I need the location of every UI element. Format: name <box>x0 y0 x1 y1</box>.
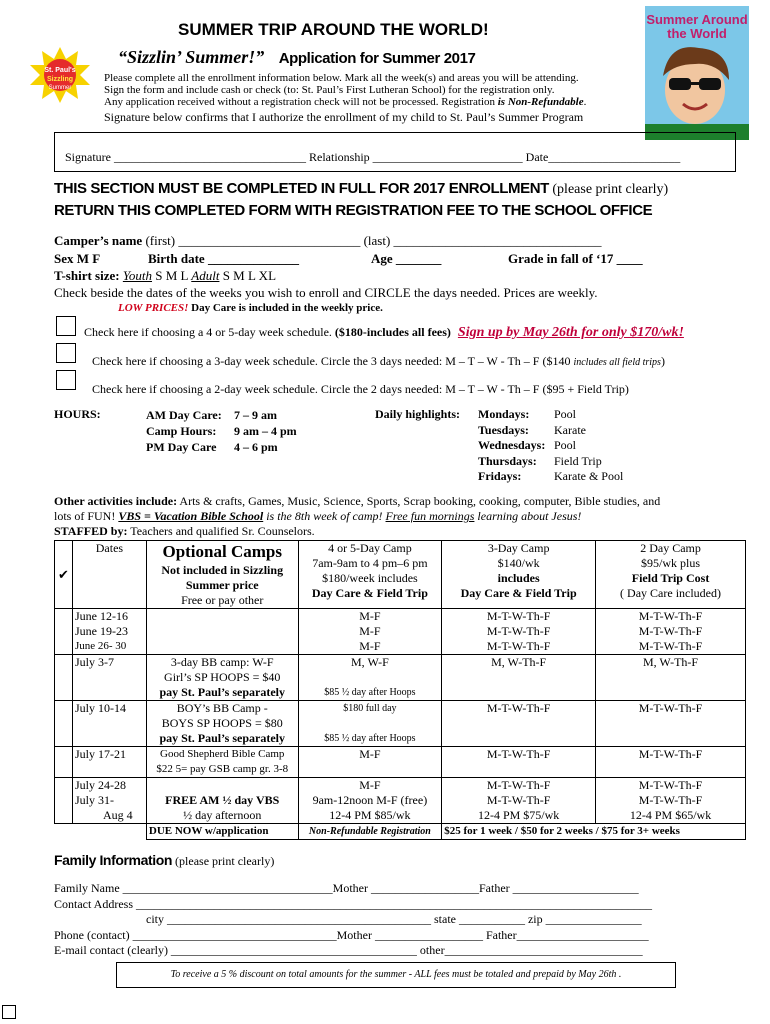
table-row-july10 <box>55 701 746 747</box>
days-text: M-T-W-Th-F <box>638 624 703 638</box>
daycare-note: Day Care is included in the weekly price. <box>188 302 383 314</box>
dates-cell <box>72 609 146 655</box>
days-text: M-T-W-Th-F <box>638 778 703 792</box>
option-5day-price: ($180-includes all fees) <box>334 325 451 339</box>
c45-cell <box>298 701 442 747</box>
section-heading-2: RETURN THIS COMPLETED FORM WITH REGISTRATION FEE TO THE SCHOOL OFFICE <box>54 202 653 219</box>
signature-line[interactable]: Signature ________________________________ Relationship _________________________ Date______________________ <box>65 150 681 164</box>
camp-3day-header <box>442 541 596 609</box>
hours-name: PM Day Care <box>146 440 217 454</box>
dates-cell: July 10-14 <box>72 701 146 747</box>
days-text: M-T-W-Th-F <box>638 793 703 807</box>
highlight-day: Wednesdays: <box>478 438 546 452</box>
days-text: M-T-W-Th-F <box>638 609 703 623</box>
highlight-day: Thursdays: <box>478 453 537 468</box>
days-text: M-T-W-Th-F <box>486 793 551 807</box>
intro-text <box>104 72 644 108</box>
optional-camps-header <box>146 541 298 609</box>
tshirt-adult-sizes: S M L XL <box>219 268 277 283</box>
header-line: Day Care & Field Trip <box>460 586 577 600</box>
city-state-zip-line[interactable]: city ____________________________________________ state ___________ zip ________________ <box>146 912 642 926</box>
days-text: M-T-W-Th-F <box>486 609 551 623</box>
days-text: 12-4 PM $75/wk <box>477 808 560 822</box>
highlight-activity: Field Trip <box>554 453 602 468</box>
svg-text:Sizzling: Sizzling <box>46 76 74 83</box>
svg-text:Summer: Summer <box>48 85 72 91</box>
days-text: 12-4 PM $65/wk <box>629 808 712 822</box>
highlight-day: Mondays: <box>478 407 530 421</box>
intro-line-2: Sign the form and include cash or check (to: St. Paul’s First Lutheran School) for the registration only. <box>104 84 555 96</box>
page-title: SUMMER TRIP AROUND THE WORLD! <box>178 20 489 39</box>
svg-text:St. Paul's: St. Paul's <box>44 67 76 74</box>
hours-name: Camp Hours: <box>146 424 217 438</box>
family-heading: Family Information <box>54 852 173 868</box>
footer-blank <box>72 824 146 840</box>
c45-cell <box>298 655 442 701</box>
highlight-activity: Pool <box>554 407 577 421</box>
optional-cell <box>146 701 298 747</box>
phone-line[interactable]: Phone (contact) __________________________________Mother __________________ Father______________________ <box>54 927 649 942</box>
optional-camps-title: Optional Camps <box>162 542 282 561</box>
camp-45day-header <box>298 541 442 609</box>
header-line: ( Day Care included) <box>620 586 722 600</box>
section-heading-1-note: (please print clearly) <box>548 182 669 197</box>
subtitle <box>118 47 475 68</box>
optional-text: FREE AM ½ day VBS <box>165 793 280 807</box>
tshirt-adult: Adult <box>191 268 220 283</box>
days-text: 9am-12noon M-F (free) <box>312 793 428 807</box>
other-line2b: is the 8th week of camp! <box>263 509 386 523</box>
optional-text: $22 5= pay GSB camp gr. 3-8 <box>156 763 289 775</box>
hours-label: HOURS: <box>54 407 101 421</box>
hours-name: AM Day Care: <box>146 408 222 422</box>
table-row-july3 <box>55 655 746 701</box>
optional-text: Good Shepherd Bible Camp <box>160 748 285 760</box>
dates-header: Dates <box>72 541 146 609</box>
date-text: July 24-28 <box>74 778 126 792</box>
camper-name-blanks: (first) ____________________________ (last) ________________________________ <box>142 233 602 248</box>
camper-name-label: Camper’s name <box>54 233 143 248</box>
subtitle-quote: “Sizzlin’ Summer!” <box>118 47 265 67</box>
table-row-july17 <box>55 747 746 778</box>
check-instructions: Check beside the dates of the weeks you wish to enroll and CIRCLE the days needed. Prices are weekly. <box>54 285 598 300</box>
svg-text:Summer Around: Summer Around <box>646 12 748 27</box>
date-text: June 19-23 <box>74 624 128 638</box>
table-row-july24 <box>55 778 746 824</box>
days-text: M-F <box>359 639 381 653</box>
family-info-heading <box>54 852 274 870</box>
c3-cell: M-T-W-Th-F <box>442 747 596 778</box>
week-check-cell[interactable] <box>55 747 73 778</box>
tshirt-label: T-shirt size: <box>54 268 120 283</box>
corner-checkbox[interactable] <box>2 1005 16 1019</box>
header-line: 2 Day Camp <box>640 541 701 555</box>
hours-list <box>146 407 297 455</box>
days-text: 12-4 PM $85/wk <box>329 808 411 822</box>
header-line: 7am-9am to 4 pm–6 pm <box>312 556 428 570</box>
section-heading-1: THIS SECTION MUST BE COMPLETED IN FULL FOR 2017 ENROLLMENT <box>54 180 549 197</box>
option-3day-note: includes all field trips <box>573 357 661 368</box>
optional-text: BOYS SP HOOPS = $80 <box>161 716 283 730</box>
grade-field[interactable]: Grade in fall of ‘17 ____ <box>508 251 643 266</box>
optional-text: ½ day afternoon <box>183 808 262 822</box>
daily-highlights-label: Daily highlights: <box>375 407 461 421</box>
registration-fees: $25 for 1 week / $50 for 2 weeks / $75 for 3+ weeks <box>442 824 746 840</box>
days-text: M-T-W-Th-F <box>638 639 703 653</box>
date-text: June 26- 30 <box>74 640 127 652</box>
birth-date-field[interactable]: Birth date ______________ <box>148 251 299 266</box>
option-3day-end: ) <box>660 354 665 368</box>
days-text: M-F <box>359 609 381 623</box>
daily-highlights-list <box>478 407 623 485</box>
family-name-line[interactable]: Family Name ___________________________________Mother __________________Father _____________________ <box>54 881 639 895</box>
days-text: $85 ½ day after Hoops <box>324 687 416 698</box>
summer-around-the-world-poster <box>645 6 749 140</box>
dates-cell <box>72 778 146 824</box>
option-5day <box>84 325 684 341</box>
intro-line-1: Please complete all the enrollment information below. Mark all the week(s) and areas you will be attending. <box>104 72 579 84</box>
other-activities <box>54 494 660 539</box>
tshirt-size-line[interactable] <box>54 268 276 284</box>
non-refundable: is Non-Refundable <box>497 96 584 108</box>
option-3day-checkbox[interactable] <box>56 343 76 363</box>
hours-time: 9 am – 4 pm <box>234 424 297 438</box>
tshirt-youth: Youth <box>122 268 153 283</box>
optional-cell <box>146 655 298 701</box>
sex-field[interactable]: Sex M F <box>54 251 101 266</box>
free-fun-text: Free fun mornings <box>385 509 475 523</box>
subtitle-application: Application for Summer 2017 <box>278 50 476 67</box>
optional-text: 3-day BB camp: W-F <box>170 655 274 669</box>
vbs-text: VBS = Vacation Bible School <box>118 509 264 523</box>
option-3day <box>92 354 665 369</box>
c2-cell <box>596 609 746 655</box>
header-line: 3-Day Camp <box>487 541 550 555</box>
c3-cell <box>442 778 596 824</box>
other-label: Other activities include: <box>54 494 178 508</box>
low-prices: LOW PRICES! <box>118 302 189 314</box>
staffed-label: STAFFED by: <box>54 524 128 538</box>
optional-text: pay St. Paul’s separately <box>159 731 285 745</box>
header-line: 4 or 5-Day Camp <box>328 541 412 555</box>
hours-time: 4 – 6 pm <box>234 440 278 454</box>
family-fields <box>54 881 652 959</box>
week-check-cell[interactable] <box>55 778 73 824</box>
tshirt-youth-sizes: S M L <box>152 268 192 283</box>
other-line1: Arts & crafts, Games, Music, Science, Sports, Scrap booking, cooking, computer, Bible studies, and <box>177 494 661 508</box>
days-text: M-T-W-Th-F <box>486 778 551 792</box>
table-footer-row <box>55 824 746 840</box>
days-text: $180 full day <box>343 703 397 714</box>
camper-name-line[interactable] <box>54 233 602 249</box>
c3-cell <box>442 609 596 655</box>
header-line: Day Care & Field Trip <box>311 586 428 600</box>
optional-text: BOY’s BB Camp - <box>176 701 268 715</box>
camp-2day-header <box>596 541 746 609</box>
other-line2a: lots of FUN! <box>54 509 119 523</box>
signature-box <box>54 132 736 172</box>
optional-cell <box>146 778 298 824</box>
optional-sub2: Summer price <box>185 578 259 592</box>
date-text: Aug 4 <box>102 808 133 822</box>
c2-cell <box>596 778 746 824</box>
low-prices-line <box>118 302 383 314</box>
option-3day-text: Check here if choosing a 3-day week schedule. Circle the 3 days needed: M – T – W - Th – F ($140 <box>92 354 574 368</box>
days-text: M-T-W-Th-F <box>486 624 551 638</box>
header-line: includes <box>497 571 540 585</box>
section-heading <box>54 180 668 198</box>
c2-cell: M, W-Th-F <box>596 655 746 701</box>
contact-address-line[interactable]: Contact Address ______________________________________________________________________________________ <box>54 896 652 911</box>
c45-cell: M-F <box>298 747 442 778</box>
header-line: Field Trip Cost <box>631 571 710 585</box>
days-text: M-T-W-Th-F <box>486 639 551 653</box>
highlight-activity: Karate & Pool <box>554 469 624 483</box>
staffed-text: Teachers and qualified Sr. Counselors. <box>127 524 315 538</box>
intro-line-3: Any application received without a registration check will not be processed. Registration is Non-Refundable. <box>104 96 587 108</box>
table-row-june <box>55 609 746 655</box>
due-now: DUE NOW w/application <box>146 824 298 840</box>
days-text: M-F <box>359 778 381 792</box>
date-text: June 12-16 <box>74 609 128 623</box>
sizzling-summer-logo <box>28 45 92 105</box>
age-field[interactable]: Age _______ <box>371 251 442 266</box>
option-5day-text: Check here if choosing a 4 or 5-day week schedule. <box>84 325 335 339</box>
c3-cell: M, W-Th-F <box>442 655 596 701</box>
date-text: July 31- <box>74 793 114 807</box>
dates-cell: July 17-21 <box>72 747 146 778</box>
header-line: $95/wk plus <box>641 556 701 570</box>
option-5day-checkbox[interactable] <box>56 316 76 336</box>
optional-text: Girl’s SP HOOPS = $40 <box>164 670 281 684</box>
c2-cell: M-T-W-Th-F <box>596 701 746 747</box>
email-line[interactable]: E-mail contact (clearly) _________________________________________ other_________________________________ <box>54 943 643 957</box>
c2-cell: M-T-W-Th-F <box>596 747 746 778</box>
highlight-activity: Pool <box>554 438 577 452</box>
hours-time: 7 – 9 am <box>234 408 277 422</box>
optional-sub1: Not included in Sizzling <box>161 563 284 577</box>
other-line2c: learning about Jesus! <box>474 509 582 523</box>
discount-text: To receive a 5 % discount on total amounts for the summer - ALL fees must be totaled and prepaid by May 26th . <box>170 969 622 980</box>
days-text: M, W-F <box>350 655 389 669</box>
table-header-row <box>55 541 746 609</box>
c45-cell <box>298 778 442 824</box>
days-text: $85 ½ day after Hoops <box>324 733 416 744</box>
optional-text: pay St. Paul’s separately <box>159 685 285 699</box>
c3-cell: M-T-W-Th-F <box>442 701 596 747</box>
highlight-day: Fridays: <box>478 469 522 483</box>
highlight-day: Tuesdays: <box>478 422 529 437</box>
intro-line-3-text: Any application received without a registration check will not be processed. Registration <box>104 96 498 108</box>
family-note: (please print clearly) <box>172 854 275 868</box>
option-2day-text: Check here if choosing a 2-day week schedule. Circle the 2 days needed: M – T – W - Th – F ($95 + Field Trip) <box>92 382 629 396</box>
camps-table <box>54 540 746 840</box>
header-line: $180/week includes <box>322 571 418 585</box>
svg-text:the World: the World <box>667 26 727 41</box>
discount-box <box>116 962 676 988</box>
c45-cell <box>298 609 442 655</box>
optional-sub3: Free or pay other <box>181 593 264 607</box>
optional-cell <box>146 747 298 778</box>
option-2day-checkbox[interactable] <box>56 370 76 390</box>
check-column-header <box>55 541 73 609</box>
week-check-cell[interactable] <box>55 701 73 747</box>
header-line: $140/wk <box>497 556 540 570</box>
week-check-cell[interactable] <box>55 609 73 655</box>
promo-text: Sign up by May 26th for only $170/wk! <box>457 325 684 340</box>
dates-cell: July 3-7 <box>72 655 146 701</box>
check-mark-icon: ✔ <box>58 567 69 582</box>
highlight-activity: Karate <box>554 422 586 437</box>
days-text: M-F <box>359 624 381 638</box>
week-check-cell[interactable] <box>55 655 73 701</box>
non-refundable-registration: Non-Refundable Registration <box>298 824 442 840</box>
optional-cell <box>146 609 298 655</box>
footer-blank <box>55 824 73 840</box>
confirm-line: Signature below confirms that I authorize the enrollment of my child to St. Paul’s Summer Program <box>104 110 584 124</box>
